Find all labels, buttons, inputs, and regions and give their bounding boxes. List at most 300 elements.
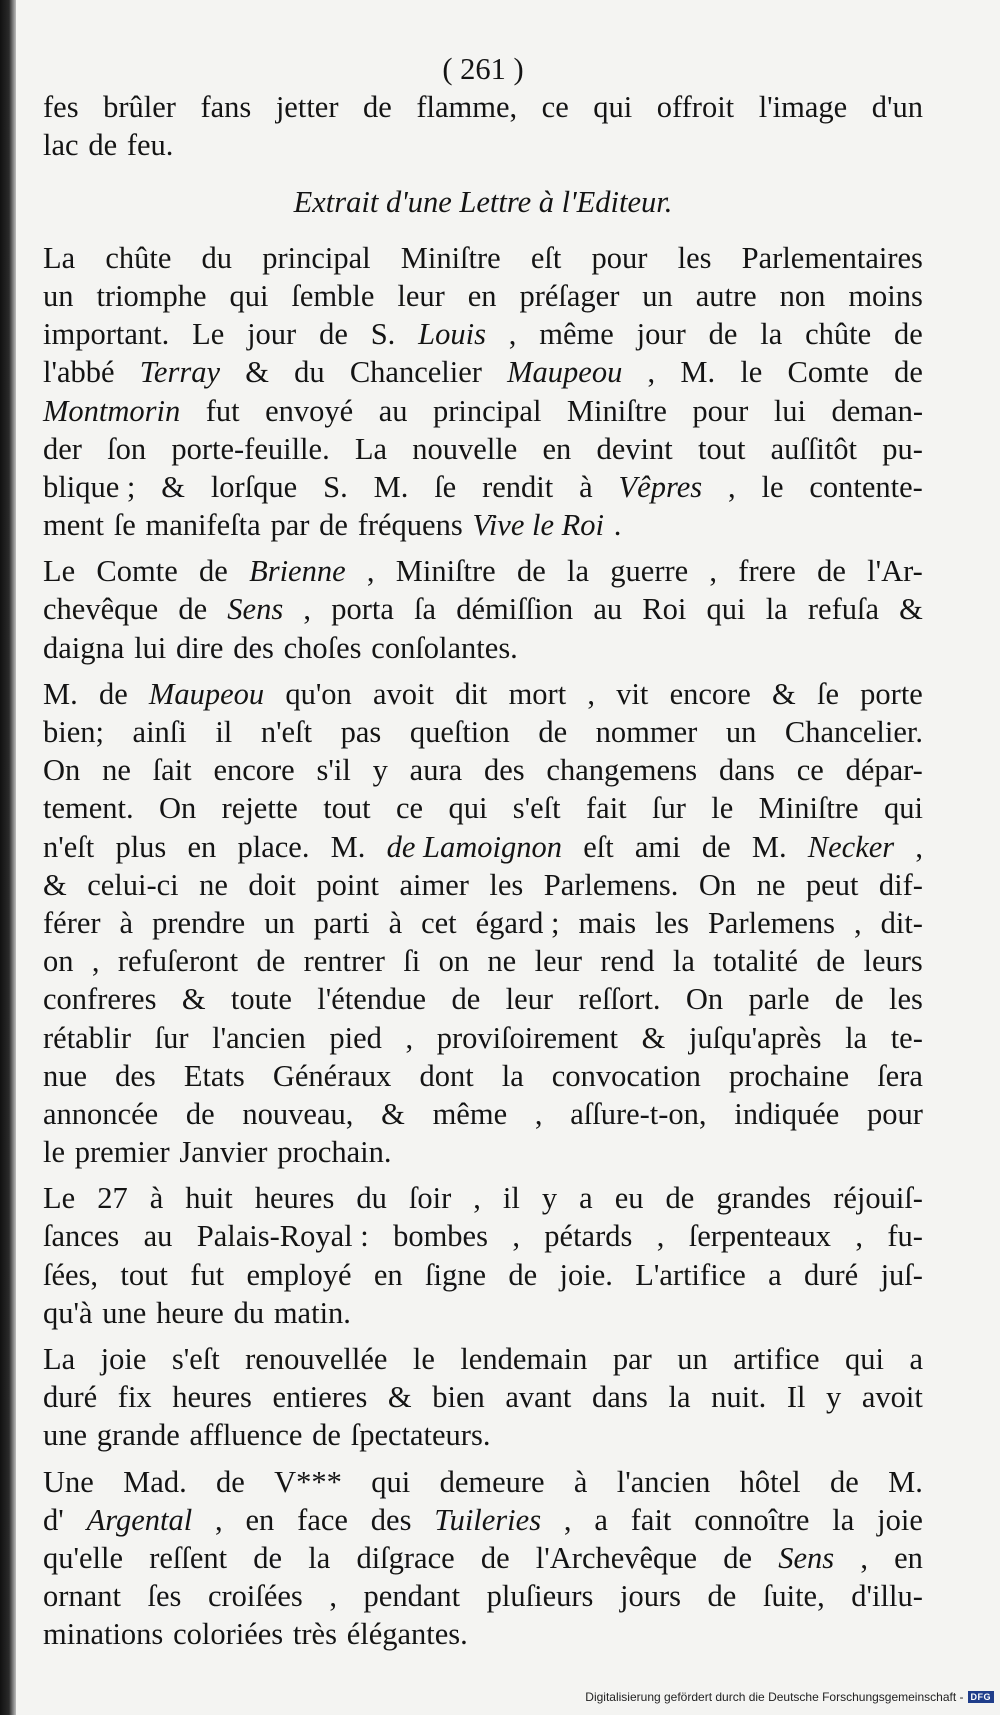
word: der	[43, 431, 82, 466]
word: rentrer	[303, 944, 385, 979]
text-line	[43, 789, 923, 827]
word: ſes	[147, 1579, 182, 1614]
word: qui	[448, 791, 488, 826]
word: offroit	[656, 90, 735, 125]
page-binding-edge	[0, 0, 16, 1715]
word: pas	[340, 715, 382, 749]
word: refuſa	[807, 592, 879, 627]
word: a	[594, 1502, 608, 1537]
text-line	[43, 866, 923, 904]
word: démiſſion	[456, 592, 574, 627]
word: fait	[586, 791, 627, 826]
word: &	[641, 1020, 666, 1055]
word: fes	[43, 90, 79, 125]
page-text	[43, 50, 923, 1654]
text-line	[43, 1539, 923, 1577]
word: nommer	[595, 715, 698, 749]
word: triomphe	[96, 278, 207, 313]
word: ,	[647, 355, 656, 390]
paragraph-spacing	[43, 667, 923, 675]
word: l'étendue	[317, 982, 427, 1017]
word: ſpectateurs.	[350, 1418, 491, 1453]
word: coloriées	[173, 1617, 284, 1652]
word: il	[215, 715, 233, 749]
word: minations	[43, 1617, 164, 1652]
word: dit	[455, 676, 488, 711]
word: n'eſt	[260, 715, 313, 749]
word: employé	[246, 1257, 352, 1292]
word: à	[149, 1181, 164, 1216]
digitization-credit	[585, 1690, 994, 1704]
word: au	[143, 1219, 173, 1254]
word: au	[378, 393, 408, 428]
word: queſtion	[409, 715, 510, 749]
word: des	[115, 1058, 156, 1093]
word: joie	[877, 1502, 923, 1537]
word: en	[245, 1502, 275, 1537]
word: pour	[591, 240, 648, 275]
word: le	[711, 791, 734, 826]
word: S.	[323, 469, 348, 504]
italic-word: Argental	[86, 1502, 193, 1537]
italic-word: Terray	[139, 355, 220, 390]
word: contente-	[809, 469, 923, 504]
word: de	[894, 317, 923, 352]
word: à	[119, 905, 134, 940]
word: refuſeront	[117, 944, 239, 979]
word: de	[88, 128, 118, 163]
word: encore	[669, 676, 751, 711]
text-line	[43, 552, 923, 590]
word: une	[43, 1418, 88, 1453]
word: de	[178, 592, 208, 627]
italic-word: Vêpres	[618, 469, 703, 504]
word: ne	[756, 867, 786, 902]
word: lorſque	[210, 469, 298, 504]
word: ce	[541, 90, 569, 125]
word: dire	[176, 630, 224, 665]
word: porta	[331, 592, 394, 627]
word: la	[501, 1058, 524, 1093]
word: M.	[43, 676, 78, 711]
word: vit	[616, 676, 649, 711]
word: pluſieurs	[486, 1579, 594, 1614]
word: L'artifice	[635, 1257, 746, 1292]
word: porte-feuille.	[171, 431, 330, 466]
word: reſſent	[149, 1540, 228, 1575]
word: premier	[74, 1135, 170, 1170]
word: du	[294, 355, 325, 390]
word: y	[372, 753, 388, 788]
word: reſſort.	[578, 982, 661, 1017]
text-line	[43, 1133, 923, 1171]
word: de	[723, 1540, 753, 1575]
word: à	[388, 905, 403, 940]
word: nuit.	[711, 1380, 767, 1415]
text-line	[43, 1378, 923, 1416]
word: de	[508, 1257, 538, 1292]
word: du	[233, 1295, 265, 1330]
page-number-text: ( 261 )	[442, 52, 524, 86]
text-line	[43, 1294, 923, 1332]
word: ſances	[43, 1219, 120, 1254]
word: qui	[845, 1342, 884, 1376]
text-line	[43, 239, 923, 277]
paragraph-spacing	[43, 544, 923, 552]
word: tout	[697, 431, 746, 466]
word: parle	[748, 982, 810, 1017]
word: conſolantes.	[371, 630, 518, 665]
word: ne	[102, 753, 131, 788]
word: très	[292, 1617, 337, 1652]
word: deman-	[831, 393, 923, 428]
word: la	[832, 1502, 855, 1537]
word: Comte	[787, 355, 869, 390]
word: qui	[883, 791, 923, 826]
word: non	[779, 278, 826, 313]
word: feu.	[126, 128, 174, 163]
text-line	[43, 353, 923, 391]
word: même	[432, 1096, 508, 1131]
word: joie	[100, 1342, 147, 1376]
word: eſt	[530, 240, 562, 275]
word: grandes	[716, 1181, 812, 1216]
word: ſe	[434, 469, 457, 504]
word: jetter	[275, 90, 339, 125]
word: nue	[43, 1058, 88, 1093]
word: prochaine	[728, 1058, 850, 1093]
word: ,	[303, 592, 312, 627]
word: la	[765, 592, 788, 627]
word: Comte	[96, 554, 178, 589]
text-line	[43, 1095, 923, 1133]
word: aura	[409, 753, 463, 788]
word: ſait	[152, 753, 192, 788]
word: ami	[634, 829, 681, 864]
word: &	[381, 1096, 405, 1131]
text-line	[43, 828, 923, 866]
word: qui	[593, 90, 633, 125]
word: V***	[274, 1464, 342, 1499]
word: rejette	[221, 791, 298, 826]
word: &	[772, 676, 796, 711]
word: qu'on	[285, 676, 352, 711]
word: pétards	[544, 1219, 633, 1254]
word: ſuite,	[762, 1579, 825, 1614]
word: ment	[43, 508, 104, 543]
word: fut	[205, 393, 240, 428]
word: hôtel	[739, 1464, 801, 1499]
text-line	[43, 1256, 923, 1294]
word: jour	[636, 317, 686, 352]
word: dans	[592, 1380, 648, 1415]
page-number	[43, 50, 923, 88]
word: en	[373, 1257, 403, 1292]
word: du	[356, 1181, 387, 1216]
word: Généraux	[272, 1058, 392, 1093]
word: Parlemens.	[543, 867, 679, 902]
word: de	[894, 355, 923, 390]
word: mort	[508, 676, 567, 711]
word: jour	[247, 317, 297, 352]
word: frere	[738, 554, 796, 589]
word: des	[370, 1502, 412, 1537]
word: dif-	[878, 867, 923, 902]
word: l'Ar-	[867, 554, 923, 589]
word: le	[761, 469, 784, 504]
word: de	[830, 1464, 859, 1499]
word: la	[567, 554, 590, 589]
word: prochain.	[277, 1135, 392, 1170]
word: heure	[156, 1295, 224, 1330]
word: il	[502, 1181, 520, 1216]
word: aimer	[399, 867, 469, 902]
word: ,	[508, 317, 517, 352]
word: Palais-Royal :	[196, 1219, 369, 1254]
word: juſ-	[880, 1257, 923, 1292]
word: y	[541, 1181, 558, 1216]
word: un	[642, 278, 673, 313]
word: ſoir	[408, 1181, 452, 1216]
text-line	[43, 1501, 923, 1539]
word: ,	[366, 554, 375, 589]
word: tout	[323, 791, 371, 826]
word: qui	[371, 1464, 411, 1499]
word: de	[708, 317, 738, 352]
text-line	[43, 506, 923, 544]
word: pied	[329, 1020, 382, 1055]
word: s'il	[316, 753, 351, 788]
word: ,	[329, 1579, 337, 1614]
word: envoyé	[265, 393, 354, 428]
word: &	[245, 355, 269, 390]
word: de	[253, 1540, 283, 1575]
word: celui-ci	[87, 867, 179, 902]
text-line	[43, 1019, 923, 1057]
word: aſſure-t-on,	[570, 1096, 707, 1131]
word: en	[894, 1540, 923, 1575]
word: Le	[43, 1181, 76, 1216]
word: La	[43, 240, 76, 275]
word: La	[43, 1342, 76, 1376]
word: mais	[578, 905, 637, 940]
word: duré	[43, 1380, 98, 1415]
word: Miniſtre	[395, 554, 496, 589]
text-line	[43, 980, 923, 1018]
text-line	[43, 1577, 923, 1615]
word: de	[185, 1096, 215, 1131]
word: la	[672, 944, 695, 979]
word: qu'à	[43, 1295, 93, 1330]
word: totalité	[713, 944, 798, 979]
word: leur	[534, 944, 582, 979]
word: .	[613, 508, 622, 543]
word: de	[816, 944, 846, 979]
word: ,	[91, 944, 100, 979]
word: Parlemens	[707, 905, 835, 940]
word: huit	[185, 1181, 233, 1216]
word: brûler	[103, 90, 176, 125]
word: de	[538, 715, 568, 749]
word: de	[256, 944, 286, 979]
word: eu	[614, 1181, 644, 1216]
word: entieres	[272, 1380, 368, 1415]
italic-word: Vive le Roi	[472, 508, 604, 543]
word: l'Archevêque	[535, 1540, 698, 1575]
text-line	[43, 942, 923, 980]
word: ſigne	[425, 1257, 487, 1292]
word: égard ;	[475, 905, 560, 940]
word: ,	[563, 1502, 572, 1537]
word: M.	[888, 1464, 923, 1499]
word: lui	[773, 393, 807, 428]
word: M.	[751, 829, 787, 864]
word: fans	[200, 90, 252, 125]
credit-text: Digitalisierung gefördert durch die Deutsche Forschungsgemeinschaft -	[585, 1690, 964, 1704]
word: ſur	[154, 1020, 189, 1055]
word: fréquens	[357, 508, 463, 543]
paragraph-spacing	[43, 165, 923, 183]
word: de	[817, 554, 846, 589]
text-line	[43, 126, 923, 164]
word: chûte	[105, 240, 172, 275]
word: encore	[213, 753, 295, 788]
word: tout	[120, 1257, 168, 1292]
word: Miniſtre	[400, 240, 501, 275]
dfg-logo: DFG	[968, 1691, 995, 1703]
word: qu'elle	[43, 1540, 124, 1575]
word: leur	[397, 278, 445, 313]
word: ſemble	[291, 278, 375, 313]
word: porte	[860, 676, 923, 711]
word: ,	[915, 829, 923, 864]
word: dit-	[880, 905, 923, 940]
word: l'ancien	[616, 1464, 711, 1499]
word: dans	[718, 753, 775, 788]
word: On	[698, 867, 737, 902]
word: ,	[656, 1219, 665, 1254]
word: ,	[727, 469, 736, 504]
word: jours	[619, 1579, 681, 1614]
word: daigna	[43, 630, 125, 665]
word: ſa	[414, 592, 437, 627]
word: pu-	[882, 431, 923, 466]
italic-word: de Lamoignon	[386, 829, 562, 864]
word: connoître	[694, 1502, 810, 1537]
word: en	[187, 829, 217, 864]
word: choſes	[283, 630, 362, 665]
word: La	[354, 431, 388, 466]
italic-word: Louis	[418, 317, 486, 352]
word: de	[216, 1464, 245, 1499]
word: le	[412, 1342, 435, 1376]
text-line	[43, 1217, 923, 1255]
word: &	[181, 982, 206, 1017]
word: s'eſt	[512, 791, 561, 826]
word: convocation	[551, 1058, 701, 1093]
word: parti	[313, 905, 370, 940]
word: du	[201, 240, 233, 275]
word: ,	[215, 1502, 223, 1537]
word: juſqu'après	[688, 1020, 822, 1055]
word: blique ;	[43, 469, 136, 504]
word: face	[297, 1502, 348, 1537]
text-line	[43, 88, 923, 126]
word: l'abbé	[43, 355, 115, 390]
word: fut	[190, 1257, 225, 1292]
word: place.	[237, 829, 310, 864]
word: rétablir	[43, 1020, 132, 1055]
text-line	[43, 1179, 923, 1217]
word: demeure	[439, 1464, 545, 1499]
word: a	[768, 1257, 782, 1292]
word: les	[655, 905, 689, 940]
word: diſgrace	[356, 1540, 455, 1575]
word: ne	[487, 944, 517, 979]
word: avoit	[373, 676, 434, 711]
word: tement.	[43, 791, 134, 826]
word: ornant	[43, 1579, 121, 1614]
word: de	[363, 90, 392, 125]
text-line	[43, 392, 923, 430]
word: a	[909, 1342, 923, 1376]
word: fu-	[887, 1219, 923, 1254]
word: même	[539, 317, 614, 352]
word: en	[467, 278, 497, 313]
word: ſera	[877, 1058, 923, 1093]
italic-word: Sens	[778, 1540, 835, 1575]
text-line	[43, 1057, 923, 1095]
word: matin.	[273, 1295, 351, 1330]
text-line	[43, 904, 923, 942]
word: réjouiſ-	[833, 1181, 923, 1216]
word: a	[579, 1181, 593, 1216]
word: par	[270, 508, 310, 543]
word: préſager	[519, 278, 620, 313]
word: moins	[848, 278, 923, 313]
word: la	[308, 1540, 331, 1575]
word: Chancelier.	[784, 715, 923, 749]
word: leur	[505, 982, 554, 1017]
text-line	[43, 629, 923, 667]
word: Le	[192, 317, 225, 352]
word: nouveau,	[242, 1096, 354, 1131]
word: ,	[853, 905, 862, 940]
italic-word: Tuileries	[434, 1502, 542, 1537]
word: confreres	[43, 982, 157, 1017]
word: d'	[43, 1502, 64, 1537]
word: ,	[534, 1096, 543, 1131]
word: à	[573, 1464, 588, 1499]
word: doit	[248, 867, 296, 902]
word: croiſées	[207, 1579, 303, 1614]
word: indiquée	[734, 1096, 840, 1131]
text-line	[43, 468, 923, 506]
italic-word: Maupeou	[148, 676, 265, 711]
word: d'un	[871, 90, 923, 125]
word: chevêque	[43, 592, 159, 627]
paragraph-spacing	[43, 1332, 923, 1340]
text-line	[43, 1615, 923, 1653]
word: prendre	[152, 905, 246, 940]
word: ſerpenteaux	[688, 1219, 831, 1254]
word: guerre	[610, 554, 689, 589]
word: de	[199, 554, 228, 589]
word: leurs	[863, 944, 923, 979]
word: un	[725, 715, 757, 749]
word: On	[158, 791, 197, 826]
text-line	[43, 751, 923, 789]
